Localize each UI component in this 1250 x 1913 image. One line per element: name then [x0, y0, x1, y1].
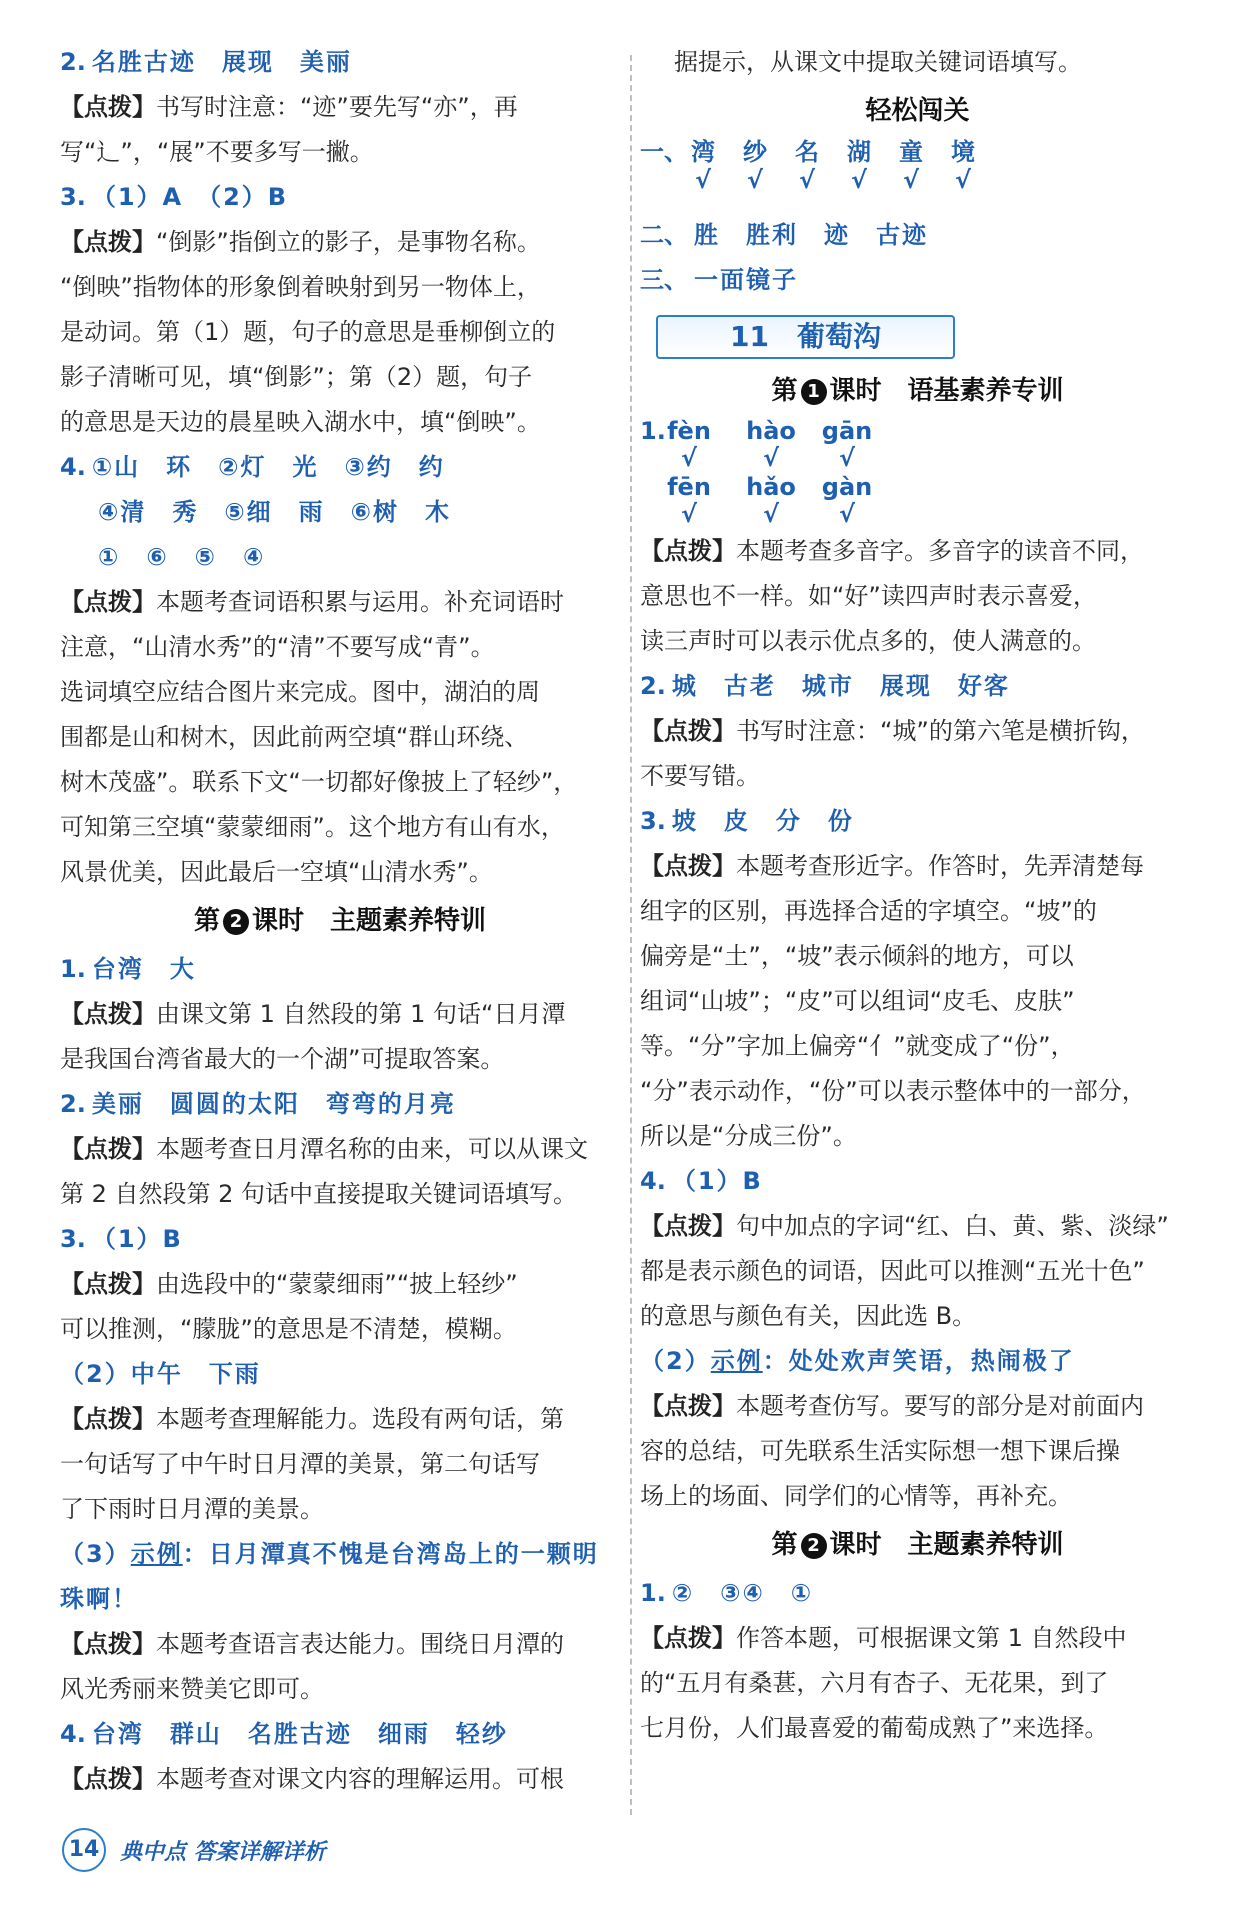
hint-line: 场上的场面、同学们的心情等，再补充。: [640, 1482, 1072, 1510]
hint-line: 风光秀丽来赞美它即可。: [60, 1675, 324, 1703]
answer-item: （3）示例：日月潭真不愧是台湾岛上的一颗明: [60, 1540, 599, 1568]
hint-line: 注意，“山清水秀”的“清”不要写成“青”。: [60, 633, 495, 661]
answer-item: 3. （1）A （2）B: [60, 183, 289, 211]
hint: 【点拨】本题考查形近字。作答时，先弄清楚每: [640, 852, 1144, 880]
char-item: 境 √: [948, 137, 978, 193]
section-heading-easy: 轻松闯关: [865, 96, 970, 126]
check-icon: √: [838, 444, 855, 472]
hint-line: 可知第三空填“蒙蒙细雨”。这个地方有山有水，: [60, 813, 565, 841]
hint-line: 等。“分”字加上偏旁“亻”就变成了“份”，: [640, 1032, 1075, 1060]
answer-item: 2. 城 古老 城市 展现 好客: [640, 672, 1010, 700]
hint-line: 据提示，从课文中提取关键词语填写。: [674, 48, 1082, 76]
hint: 【点拨】由课文第 1 自然段的第 1 句话“日月潭: [60, 1000, 566, 1028]
section-heading: 第 1 课时 语基素养专训: [771, 376, 1064, 406]
hint-line: 可以推测，“朦胧”的意思是不清楚，模糊。: [60, 1315, 517, 1343]
check-icon: √: [798, 166, 815, 194]
pinyin-answer: 1. fèn √ hào √ gān √ fēn √ hǎo √ gàn √: [640, 417, 1195, 529]
hint-line: 一句话写了中午时日月潭的美景，第二句话写: [60, 1450, 540, 1478]
hint-line: 所以是“分成三份”。: [640, 1122, 857, 1150]
check-icon: √: [838, 500, 855, 528]
check-icon: √: [850, 166, 867, 194]
hint-line: 围都是山和树木，因此前两空填“群山环绕、: [60, 723, 529, 751]
hint-line: 偏旁是“土”，“坡”表示倾斜的地方，可以: [640, 942, 1074, 970]
section-heading: 第 2 课时 主题素养特训: [771, 1530, 1064, 1560]
footer-brand: 典中点 答案详解详析: [120, 1839, 326, 1865]
hint-line: 组字的区别，再选择合适的字填空。“坡”的: [640, 897, 1097, 925]
hint: 【点拨】本题考查对课文内容的理解运用。可根: [60, 1765, 564, 1793]
hint: 【点拨】书写时注意：“迹”要先写“亦”，再: [60, 93, 518, 121]
hint: 【点拨】本题考查仿写。要写的部分是对前面内: [640, 1392, 1144, 1420]
char-item: 湖 √: [844, 137, 874, 193]
hint-line: 的意思与颜色有关，因此选 B。: [640, 1302, 977, 1330]
pinyin-row: [640, 417, 1195, 473]
answer-item: 2. 名胜古迹 展现 美丽: [60, 48, 352, 76]
left-column: [60, 40, 620, 1802]
hint-line: 的“五月有桑葚，六月有杏子、无花果，到了: [640, 1669, 1109, 1697]
answer-item: 一、 湾 √ 纱 √ 名 √ 湖 √ 童 √ 境 √: [640, 137, 1195, 213]
answer-item: 3. （1）B: [60, 1225, 183, 1253]
hint: 【点拨】本题考查理解能力。选段有两句话，第: [60, 1405, 564, 1433]
answer-item: 4. （1）B: [640, 1167, 763, 1195]
hint-line: 容的总结，可先联系生活实际想一想下课后操: [640, 1437, 1120, 1465]
hint-line: 风景优美，因此最后一空填“山清水秀”。: [60, 858, 493, 886]
check-icon: √: [762, 500, 779, 528]
answer-item: 1. ② ③④ ①: [640, 1579, 814, 1607]
hint: 【点拨】本题考查语言表达能力。围绕日月潭的: [60, 1630, 564, 1658]
answer-line: 珠啊！: [60, 1585, 138, 1613]
hint-line: 影子清晰可见，填“倒影”；第（2）题，句子: [60, 363, 533, 391]
hint-line: 意思也不一样。如“好”读四声时表示喜爱，: [640, 582, 1097, 610]
char-item: 童 √: [896, 137, 926, 193]
hint-line: 七月份，人们最喜爱的葡萄成熟了”来选择。: [640, 1714, 1109, 1742]
check-icon: √: [762, 444, 779, 472]
hint: 【点拨】“倒影”指倒立的影子，是事物名称。: [60, 228, 541, 256]
lesson-title: 11 葡萄沟: [656, 315, 955, 359]
answer-line: ④清 秀 ⑤细 雨 ⑥树 木: [98, 498, 451, 526]
lesson-number-badge: 2: [801, 1533, 827, 1559]
hint-line: 了下雨时日月潭的美景。: [60, 1495, 324, 1523]
check-icon: √: [680, 500, 697, 528]
char-item: 名 √: [792, 137, 822, 193]
page-footer: [62, 1828, 326, 1872]
hint-line: 树木茂盛”。联系下文“一切都好像披上了轻纱”，: [60, 768, 578, 796]
pinyin-item: fèn √: [654, 417, 724, 471]
hint-line: 组词“山坡”；“皮”可以组词“皮毛、皮肤”: [640, 987, 1075, 1015]
check-icon: √: [680, 444, 697, 472]
answer-item: 2. 美丽 圆圆的太阳 弯弯的月亮: [60, 1090, 456, 1118]
pinyin-item: gàn √: [812, 473, 882, 527]
answer-item: 4. 台湾 群山 名胜古迹 细雨 轻纱: [60, 1720, 508, 1748]
pinyin-item: fēn √: [654, 473, 724, 527]
answer-item: （2）示例：处处欢声笑语，热闹极了: [640, 1347, 1075, 1375]
char-item: 湾 √: [688, 137, 718, 193]
check-icon: √: [954, 166, 971, 194]
hint: 【点拨】本题考查日月潭名称的由来，可以从课文: [60, 1135, 588, 1163]
hint-line: 的意思是天边的晨星映入湖水中，填“倒映”。: [60, 408, 541, 436]
answer-line: ① ⑥ ⑤ ④: [98, 543, 266, 571]
hint-line: “倒映”指物体的形象倒着映射到另一物体上，: [60, 273, 541, 301]
answer-item: 4. ①山 环 ②灯 光 ③约 约: [60, 453, 445, 481]
hint-line: 第 2 自然段第 2 句话中直接提取关键词语填写。: [60, 1180, 578, 1208]
answer-item: （2）中午 下雨: [60, 1360, 261, 1388]
column-divider: [630, 55, 632, 1815]
lesson-number-badge: 2: [223, 909, 249, 935]
section-heading: 第 2 课时 主题素养特训: [193, 906, 487, 936]
hint-line: 读三声时可以表示优点多的，使人满意的。: [640, 627, 1096, 655]
check-icon: √: [694, 166, 711, 194]
right-column: [640, 40, 1195, 1751]
pinyin-item: gān √: [812, 417, 882, 471]
hint-line: 都是表示颜色的词语，因此可以推测“五光十色”: [640, 1257, 1145, 1285]
hint: 【点拨】书写时注意：“城”的第六笔是横折钩，: [640, 717, 1145, 745]
hint: 【点拨】句中加点的字词“红、白、黄、紫、淡绿”: [640, 1212, 1169, 1240]
hint: 【点拨】本题考查多音字。多音字的读音不同，: [640, 537, 1144, 565]
answer-item: 3. 坡 皮 分 份: [640, 807, 854, 835]
hint-line: “分”表示动作，“份”可以表示整体中的一部分，: [640, 1077, 1146, 1105]
page-number: 14: [62, 1828, 106, 1872]
hint-line: 不要写错。: [640, 762, 760, 790]
answer-item: 1. 台湾 大: [60, 955, 196, 983]
hint-line: 写“辶”，“展”不要多写一撇。: [60, 138, 374, 166]
pinyin-item: hǎo √: [736, 473, 806, 527]
hint: 【点拨】本题考查词语积累与运用。补充词语时: [60, 588, 564, 616]
hint: 【点拨】由选段中的“蒙蒙细雨”“披上轻纱”: [60, 1270, 518, 1298]
check-icon: √: [746, 166, 763, 194]
lesson-number-badge: 1: [801, 379, 827, 405]
pinyin-item: hào √: [736, 417, 806, 471]
hint: 【点拨】作答本题，可根据课文第 1 自然段中: [640, 1624, 1127, 1652]
pinyin-row: [640, 473, 1195, 529]
check-icon: √: [902, 166, 919, 194]
hint-line: 选词填空应结合图片来完成。图中，湖泊的周: [60, 678, 540, 706]
char-row: [640, 137, 1195, 193]
answer-item: 三、 一面镜子: [640, 266, 798, 294]
hint-line: 是动词。第（1）题，句子的意思是垂柳倒立的: [60, 318, 556, 346]
answer-item: 二、 胜 胜利 迹 古迹: [640, 221, 928, 249]
char-item: 纱 √: [740, 137, 770, 193]
hint-line: 是我国台湾省最大的一个湖”可提取答案。: [60, 1045, 505, 1073]
